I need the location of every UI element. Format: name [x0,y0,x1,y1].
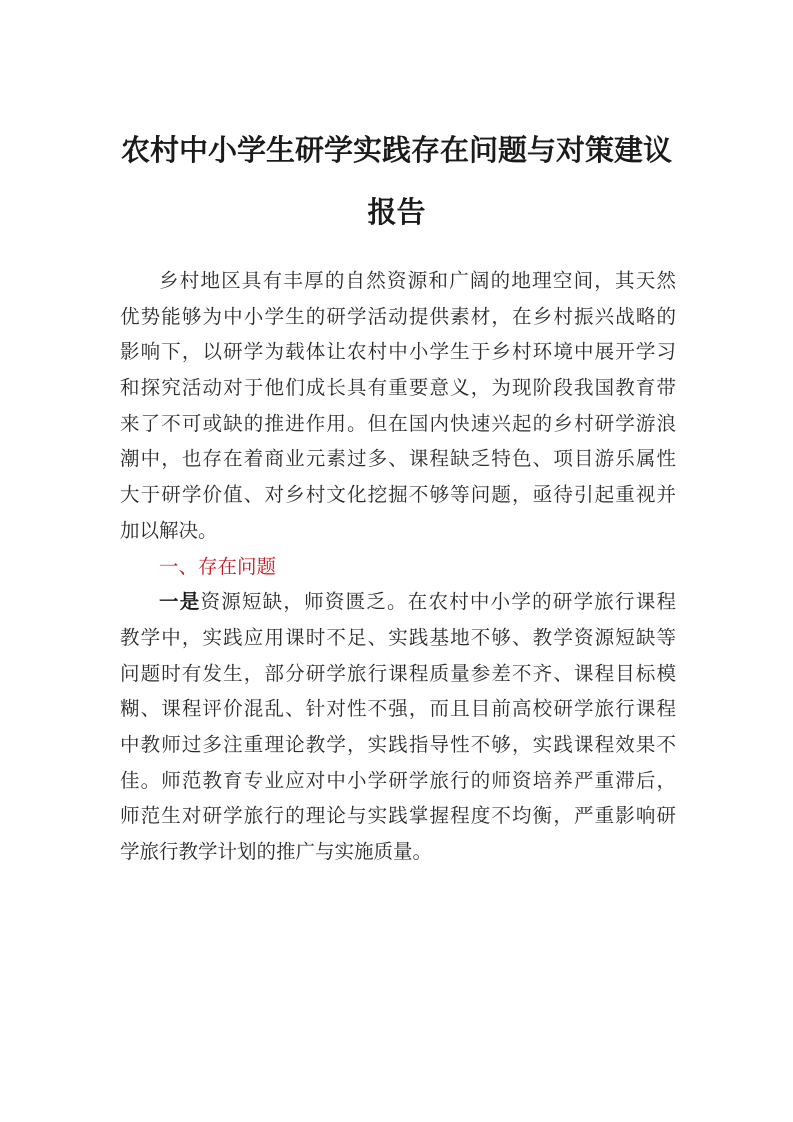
intro-line: 优势能够为中小学生的研学活动提供素材，在乡村振兴战略的 [120,304,676,328]
point-1-line: 中教师过多注重理论教学，实践指导性不够，实践课程效果不 [120,732,676,756]
point-1-line: 教学中，实践应用课时不足、实践基地不够、教学资源短缺等 [120,625,676,649]
point-1-lead: 一是 [159,590,201,614]
point-1-line: 糊、课程评价混乱、针对性不强，而且目前高校研学旅行课程 [120,697,676,721]
point-1-line: 佳。师范教育专业应对中小学研学旅行的师资培养严重滞后， [120,768,676,792]
intro-line: 来了不可或缺的推进作用。但在国内快速兴起的乡村研学游浪 [120,411,676,435]
intro-line: 乡村地区具有丰厚的自然资源和广阔的地理空间，其天然 [159,269,676,292]
intro-line: 加以解决。 [120,518,218,542]
document-body [120,263,676,870]
intro-line: 大于研学价值、对乡村文化挖掘不够等问题，亟待引起重视并 [120,483,676,507]
point-1-first-line [120,584,676,620]
document-title-line-2: 报告 [367,195,426,229]
intro-line: 潮中，也存在着商业元素过多、课程缺乏特色、项目游乐属性 [120,447,676,471]
section-heading-problems: 一、存在问题 [159,554,277,578]
document-title-line-1: 农村中小学生研学实践存在问题与对策建议 [120,133,672,167]
point-1-line: 问题时有发生，部分研学旅行课程质量参差不齐、课程目标模 [120,661,676,685]
point-1-line: 学旅行教学计划的推广与实施质量。 [120,840,433,863]
intro-line: 影响下，以研学为载体让农村中小学生于乡村环境中展开学习 [120,340,676,364]
point-1-line: 师范生对研学旅行的理论与实践掌握程度不均衡，严重影响研 [120,804,676,828]
intro-line: 和探究活动对于他们成长具有重要意义，为现阶段我国教育带 [120,376,676,400]
point-1-first-line-text: 资源短缺，师资匮乏。在农村中小学的研学旅行课程 [200,590,676,614]
